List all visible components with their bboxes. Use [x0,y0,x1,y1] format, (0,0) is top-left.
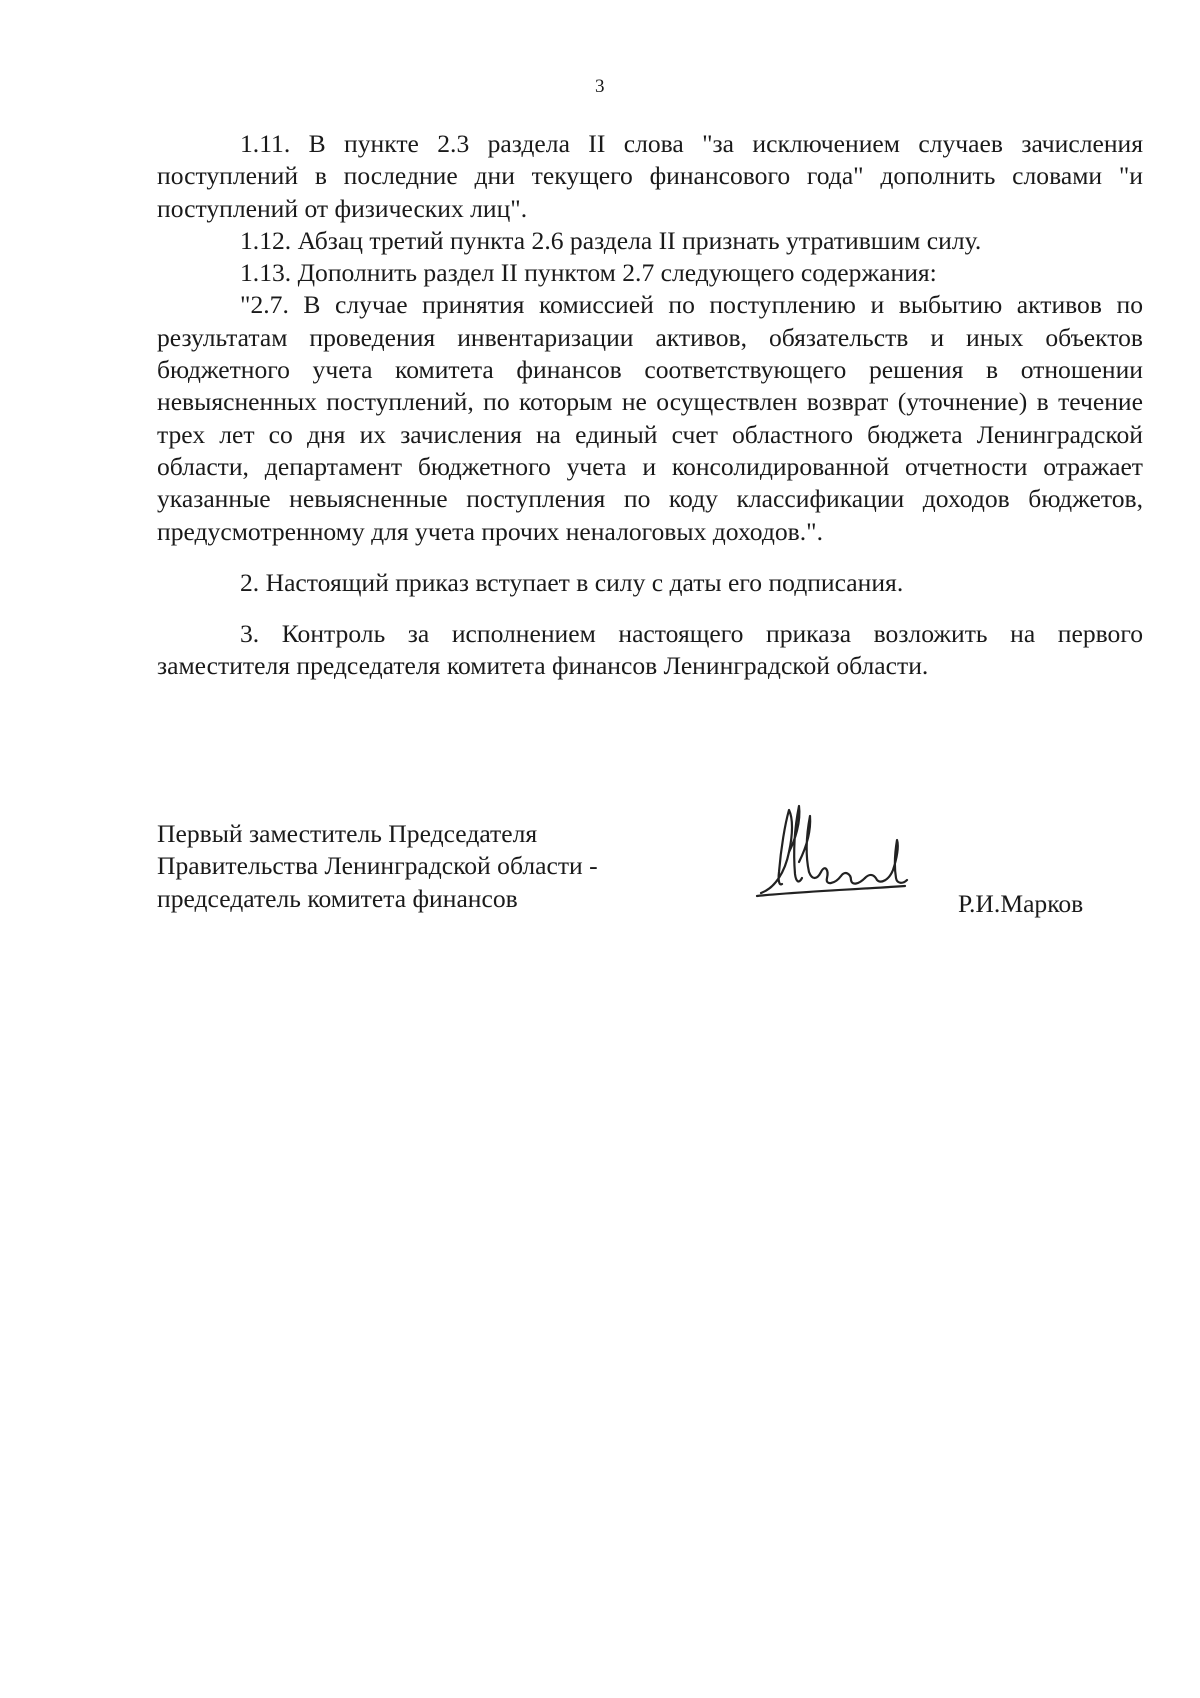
paragraph-2-7-quote: "2.7. В случае принятия комиссией по поступлению и выбытию активов по результатам проведения инвентаризации активов, обязательств и иных объектов бюджетного учета комитета финансов соответствующего решения в отношении невыясненных поступлений, по которым не осуществлен возврат (уточнение) в течение трех лет со дня их зачисления на единый счет областного бюджета Ленинградской области, департамент бюджетного учета и консолидированной отчетности отражает указанные невыясненные поступления по коду классификации доходов бюджетов, предусмотренному для учета прочих неналоговых доходов.". [157,290,1143,546]
signatory-title-line-2: Правительства Ленинградской области - [157,851,598,881]
paragraph-1-13: 1.13. Дополнить раздел II пунктом 2.7 следующего содержания: [240,258,937,288]
handwritten-signature [755,800,915,905]
page-number: 3 [595,76,605,97]
paragraph-1-11: 1.11. В пункте 2.3 раздела II слова "за исключением случаев зачисления поступлений в последние дни текущего финансового года" дополнить словами "и поступлений от физических лиц". [157,129,1143,223]
paragraph-1-12: 1.12. Абзац третий пункта 2.6 раздела II признать утратившим силу. [240,225,982,255]
signatory-title-line-1: Первый заместитель Председателя [157,819,538,848]
paragraph-3: 3. Контроль за исполнением настоящего приказа возложить на первого заместителя председателя комитета финансов Ленинградской области. [157,619,1143,681]
document-body [157,128,1143,683]
paragraph-2: 2. Настоящий приказ вступает в силу с даты его подписания. [240,567,904,597]
signatory-name: Р.И.Марков [958,889,1084,918]
signatory-title-line-3: председатель комитета финансов [157,883,518,913]
signatory-title [157,818,598,915]
